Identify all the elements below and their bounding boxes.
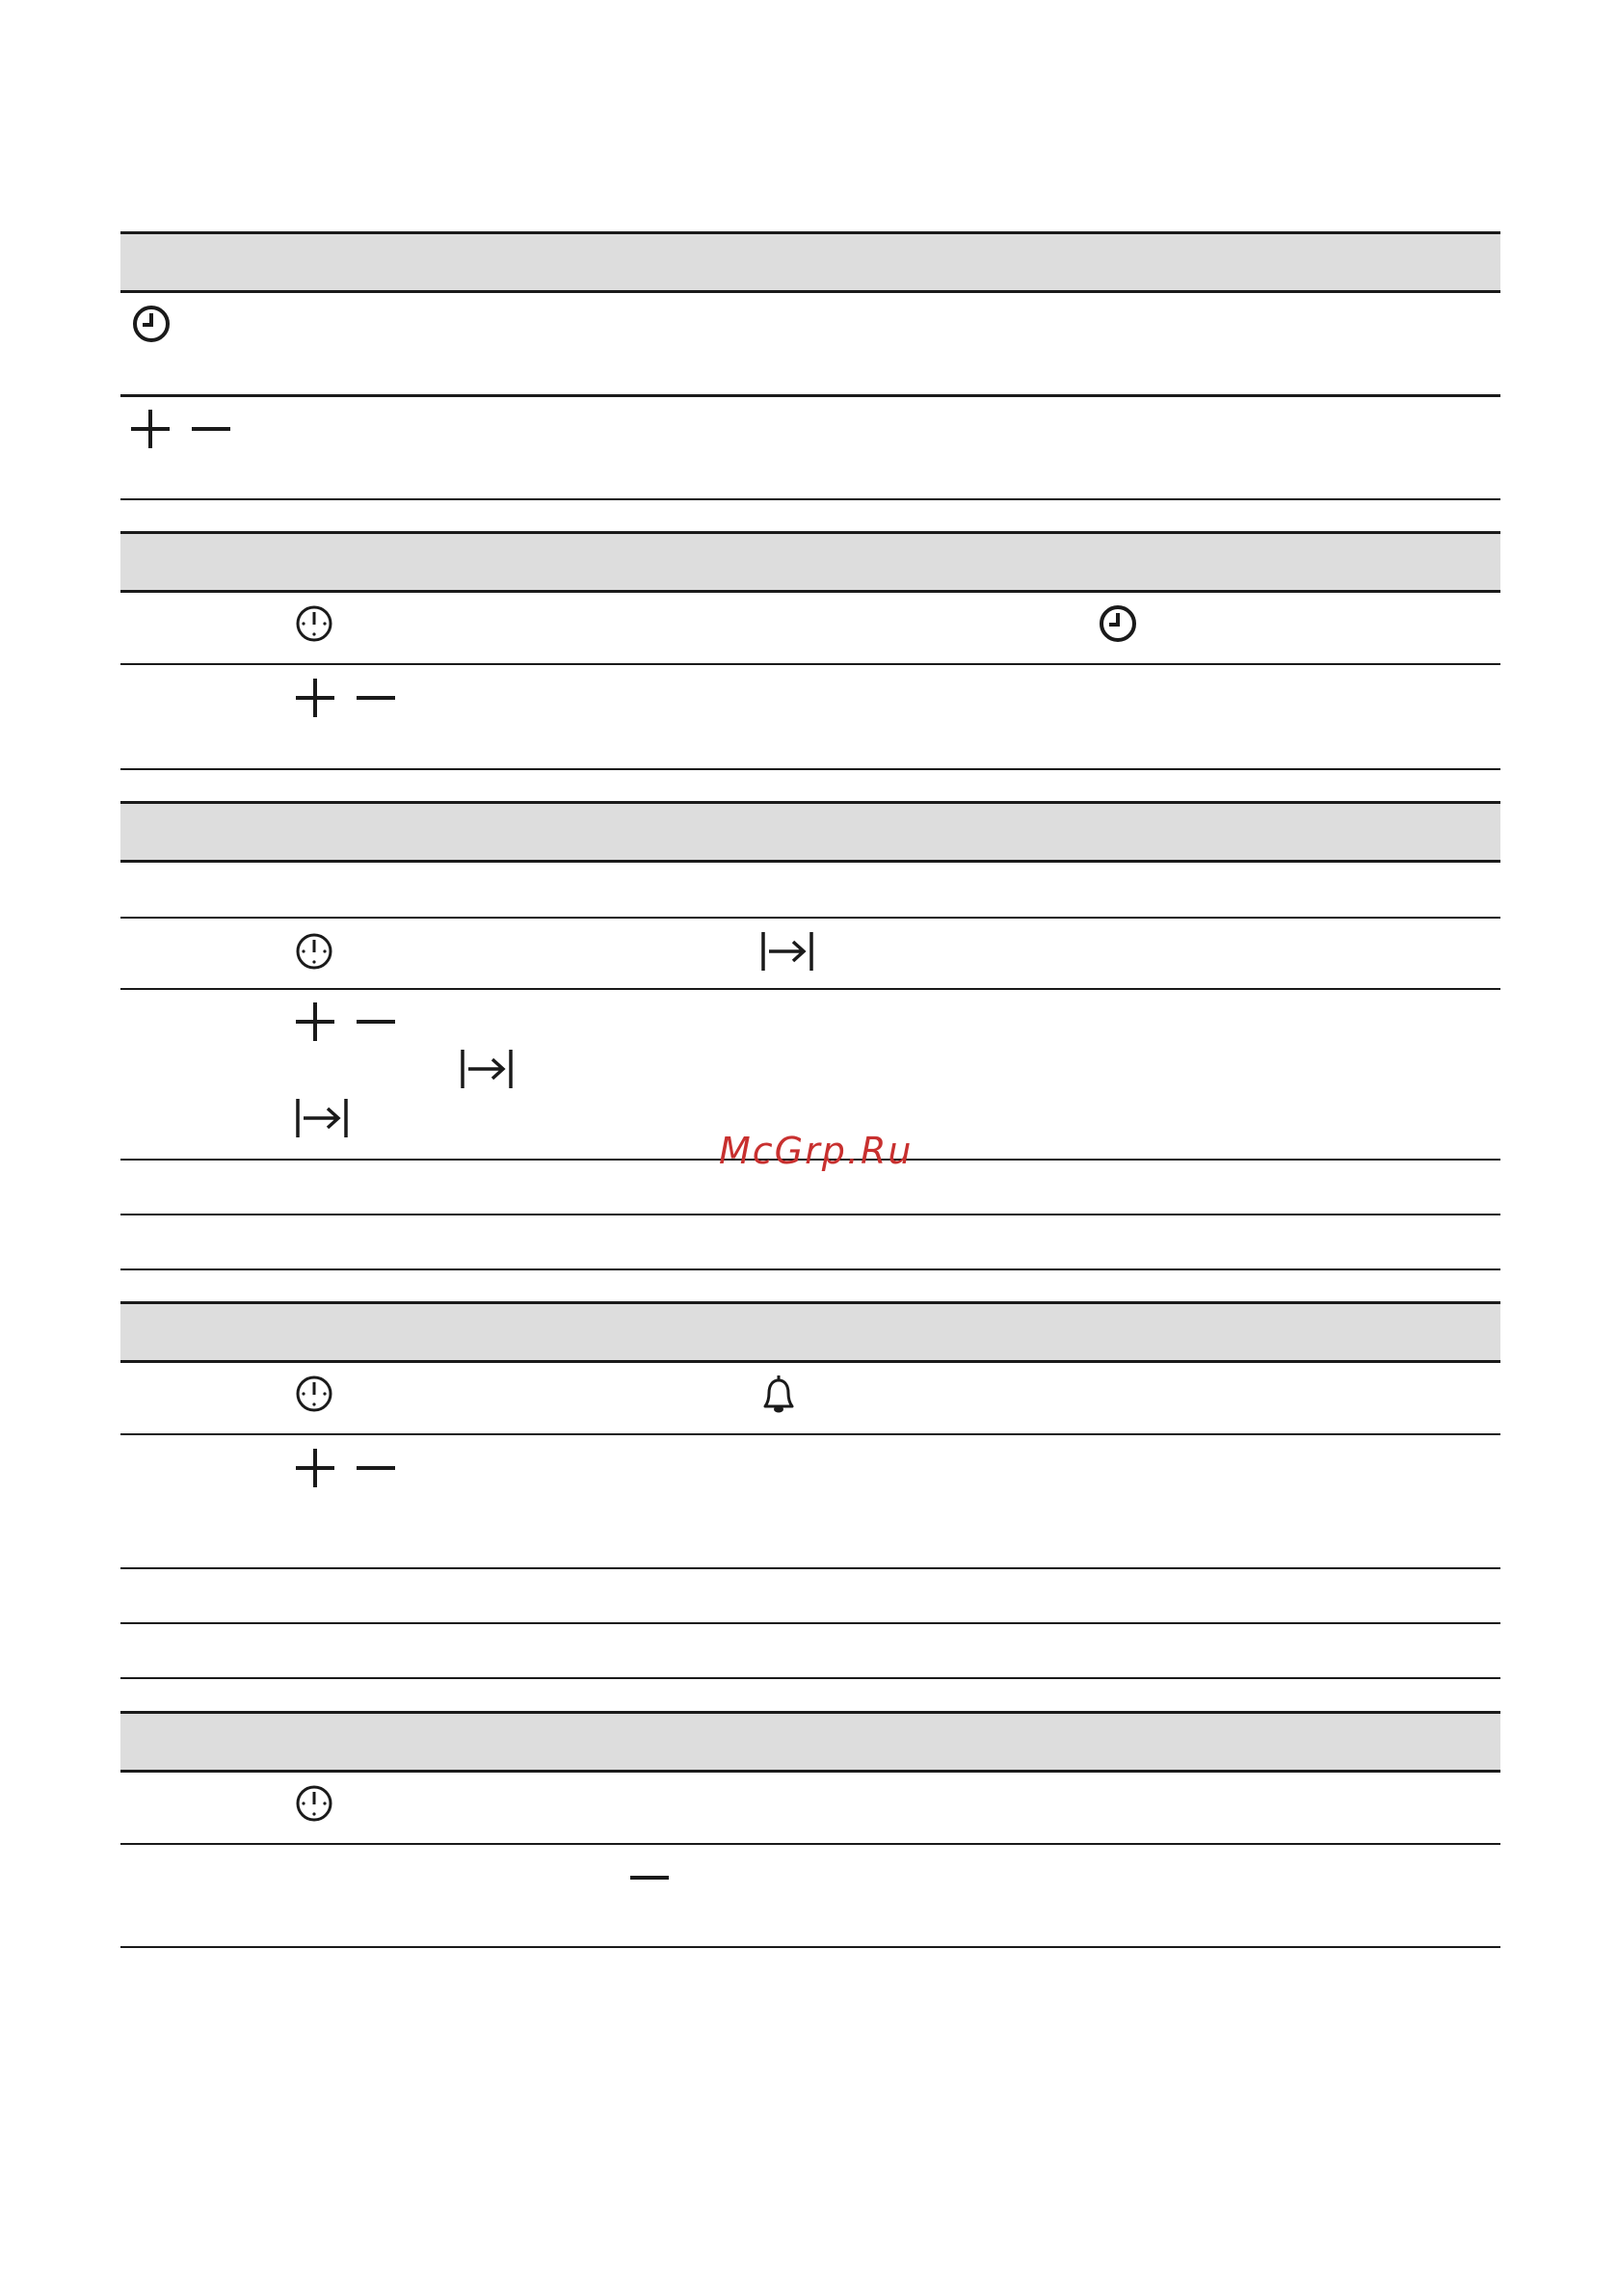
table-bottom-rule	[120, 498, 1500, 500]
plus-icon	[295, 1001, 335, 1042]
clock-icon	[1099, 604, 1137, 643]
timer-icon	[295, 604, 333, 643]
plus-icon	[130, 409, 171, 449]
plus-icon	[295, 1448, 335, 1488]
minus-icon	[356, 1001, 396, 1042]
table-bottom-rule	[120, 768, 1500, 770]
duration-arrow-icon	[760, 932, 814, 971]
table-header-4	[120, 1301, 1500, 1363]
row-divider	[120, 1567, 1500, 1569]
table-header-1	[120, 231, 1500, 293]
clock-icon	[132, 305, 171, 343]
watermark: McGrp.Ru	[719, 1130, 914, 1172]
table-bottom-rule	[120, 1677, 1500, 1679]
row-divider	[120, 1843, 1500, 1845]
table-header-3	[120, 801, 1500, 863]
bell-icon	[761, 1374, 796, 1414]
table-header-5	[120, 1711, 1500, 1773]
minus-icon	[629, 1857, 670, 1898]
row-divider	[120, 1433, 1500, 1435]
duration-arrow-icon	[460, 1050, 514, 1088]
timer-icon	[295, 932, 333, 971]
row-divider	[120, 663, 1500, 665]
duration-arrow-icon	[295, 1099, 349, 1137]
row-divider	[120, 988, 1500, 990]
row-divider	[120, 1214, 1500, 1215]
minus-icon	[191, 409, 231, 449]
plus-icon	[295, 678, 335, 718]
row-divider	[120, 917, 1500, 919]
minus-icon	[356, 678, 396, 718]
timer-icon	[295, 1784, 333, 1823]
row-divider	[120, 394, 1500, 397]
minus-icon	[356, 1448, 396, 1488]
row-divider	[120, 1622, 1500, 1624]
timer-icon	[295, 1375, 333, 1413]
table-header-2	[120, 531, 1500, 593]
table-bottom-rule	[120, 1946, 1500, 1948]
table-bottom-rule	[120, 1268, 1500, 1270]
